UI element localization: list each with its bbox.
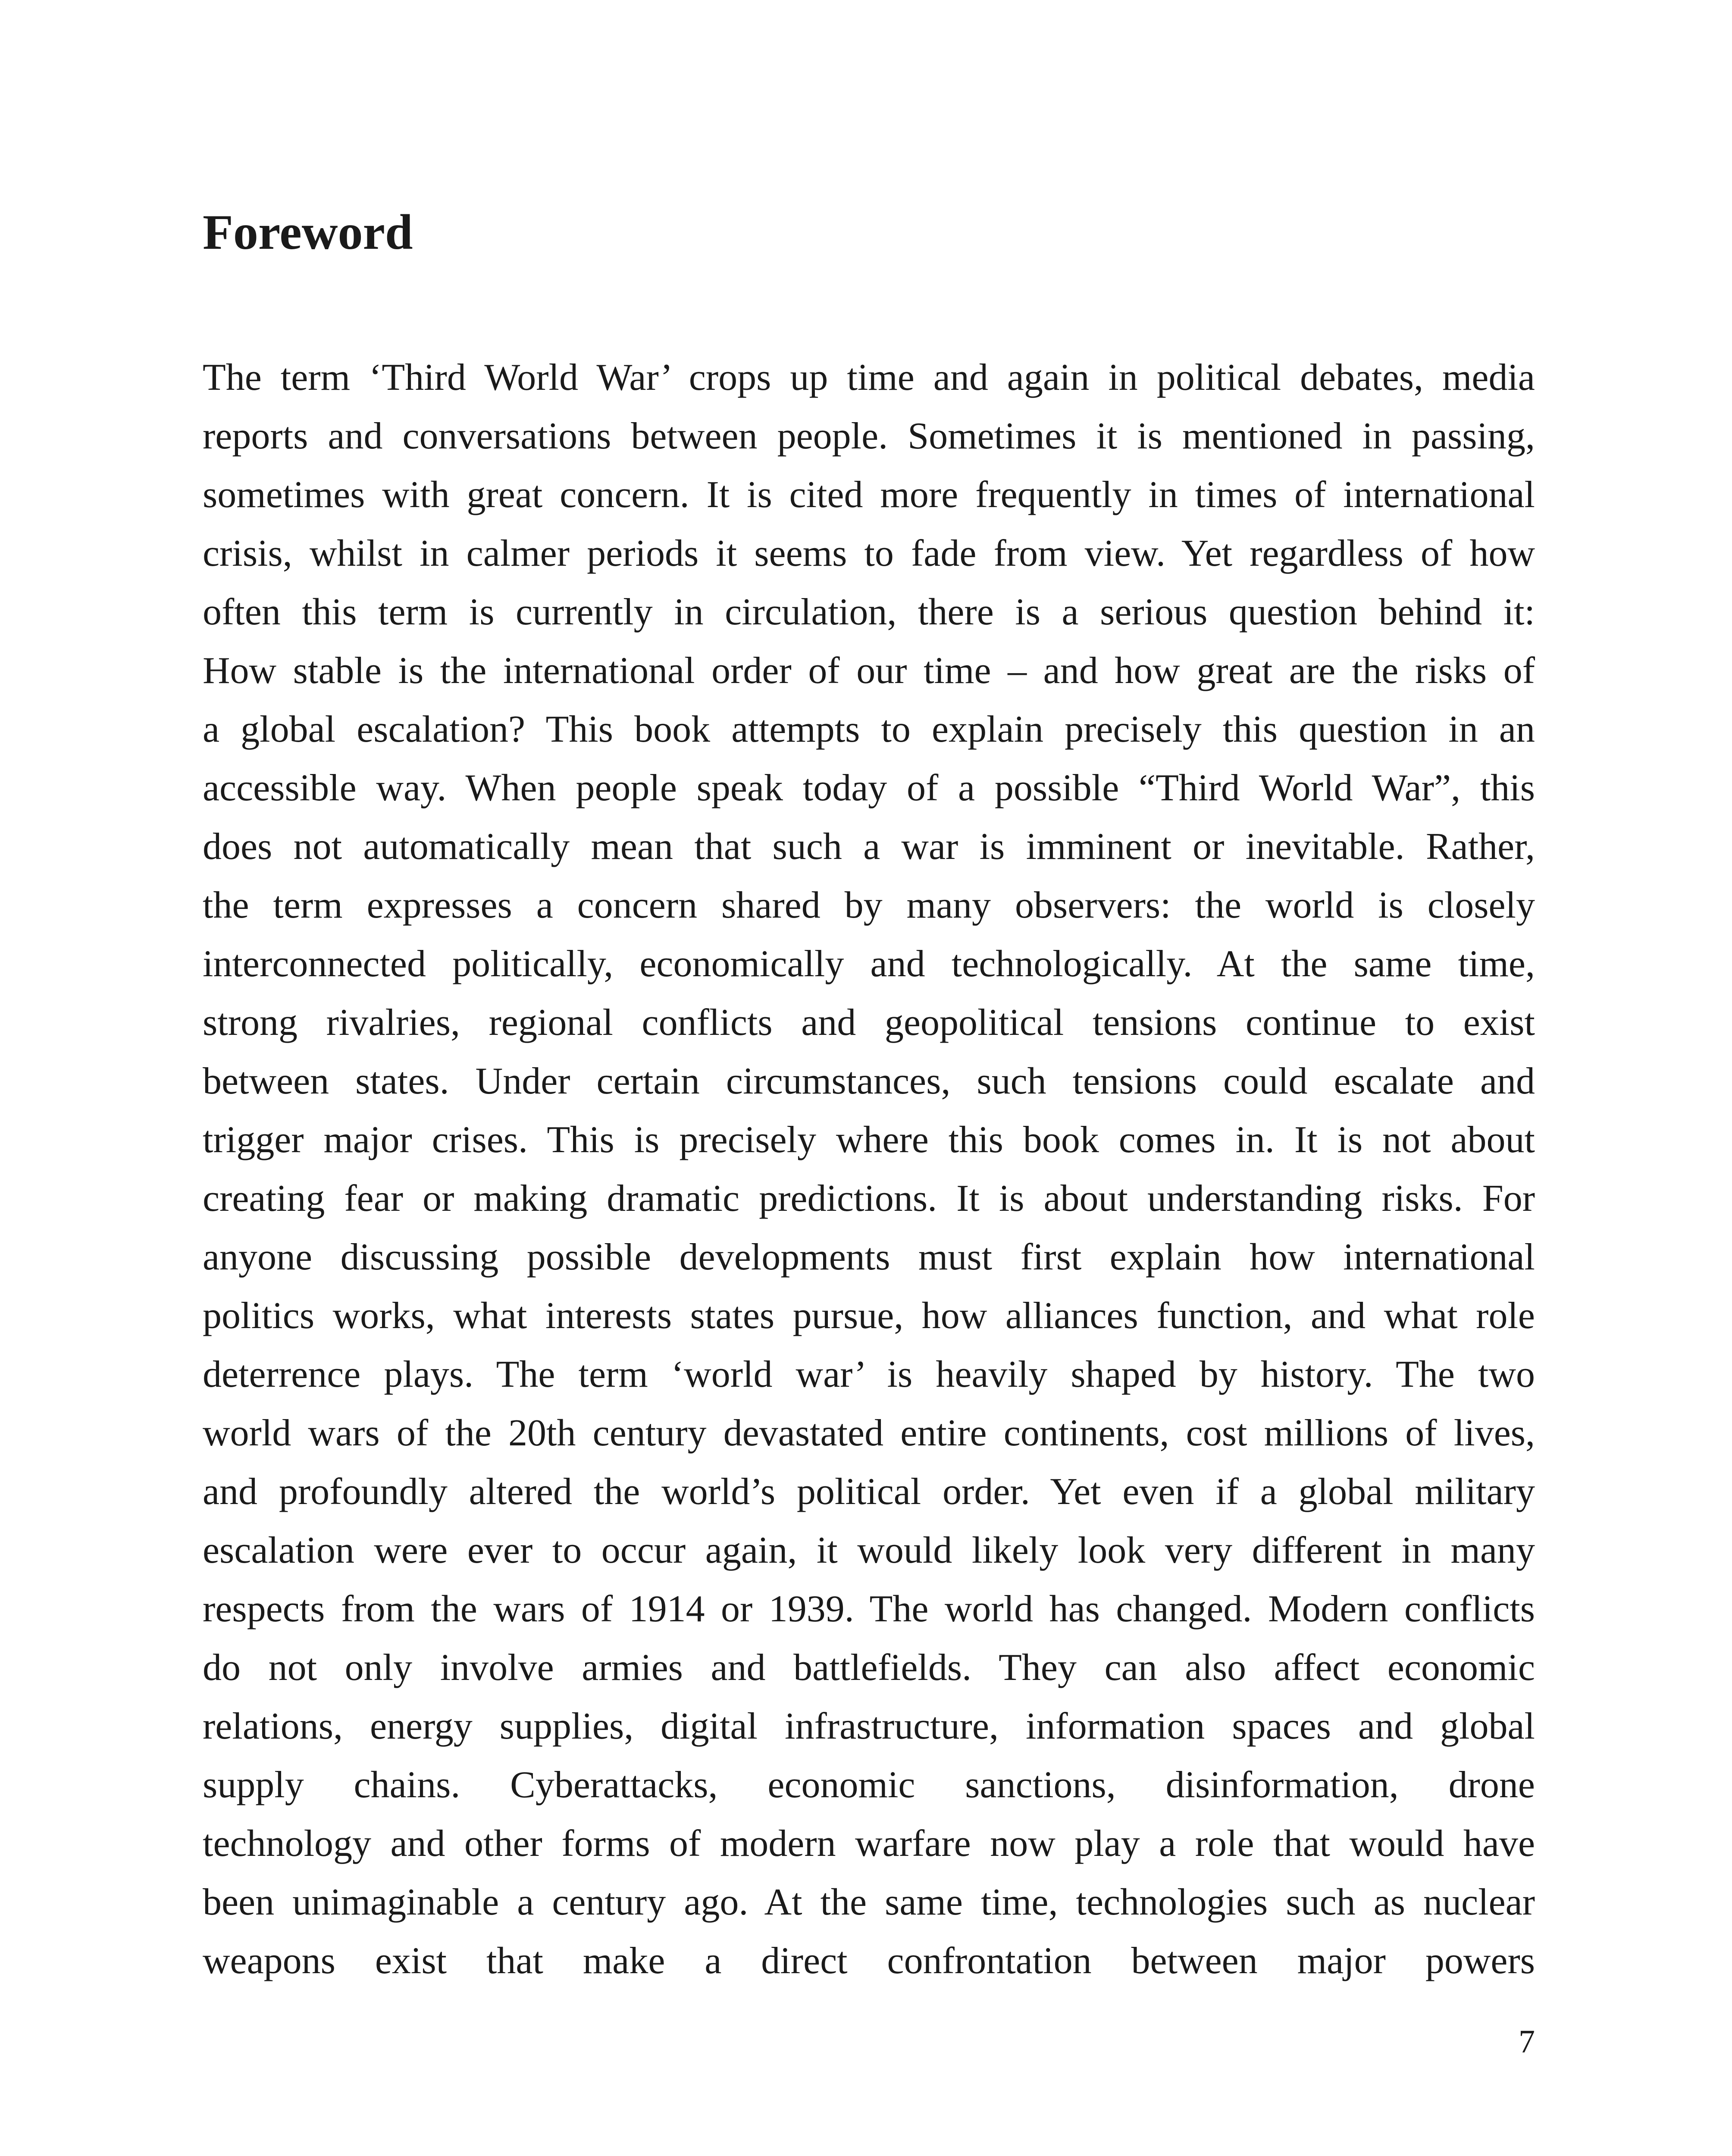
text-line: crisis, whilst in calmer periods it seems to fade from view. Yet regardless of how <box>203 533 1535 574</box>
text-line: strong rivalries, regional conflicts and geopolitical tensions continue to exist <box>203 1002 1535 1044</box>
text-line: creating fear or making dramatic predictions. It is about understanding risks. For <box>203 1178 1535 1219</box>
text-line: accessible way. When people speak today of a possible “Third World War”, this <box>203 767 1535 809</box>
page-number: 7 <box>1519 2024 1535 2060</box>
text-line: and profoundly altered the world’s political order. Yet even if a global military <box>203 1471 1535 1513</box>
text-line: trigger major crises. This is precisely where this book comes in. It is not about <box>203 1119 1535 1161</box>
text-line: sometimes with great concern. It is cited more frequently in times of international <box>203 474 1535 516</box>
text-line: a global escalation? This book attempts to explain precisely this question in an <box>203 708 1535 750</box>
text-line: relations, energy supplies, digital infrastructure, information spaces and global <box>203 1705 1535 1747</box>
text-line: reports and conversations between people. Sometimes it is mentioned in passing, <box>203 415 1535 457</box>
text-line: often this term is currently in circulation, there is a serious question behind it: <box>203 591 1535 633</box>
text-line: politics works, what interests states pursue, how alliances function, and what role <box>203 1295 1535 1337</box>
chapter-heading: Foreword <box>203 205 413 260</box>
foreword-body <box>203 348 1535 1990</box>
text-line: escalation were ever to occur again, it would likely look very different in many <box>203 1529 1535 1571</box>
text-line: between states. Under certain circumstances, such tensions could escalate and <box>203 1060 1535 1102</box>
text-line: anyone discussing possible developments must first explain how international <box>203 1236 1535 1278</box>
text-line: been unimaginable a century ago. At the same time, technologies such as nuclear <box>203 1881 1535 1923</box>
text-line: The term ‘Third World War’ crops up time and again in political debates, media <box>203 357 1535 398</box>
text-line: How stable is the international order of our time – and how great are the risks of <box>203 650 1535 692</box>
text-line: does not automatically mean that such a war is imminent or inevitable. Rather, <box>203 826 1535 868</box>
text-line: technology and other forms of modern warfare now play a role that would have <box>203 1823 1535 1865</box>
text-line: interconnected politically, economically and technologically. At the same time, <box>203 943 1535 985</box>
text-line: supply chains. Cyberattacks, economic sanctions, disinformation, drone <box>203 1764 1535 1806</box>
text-line: the term expresses a concern shared by many observers: the world is closely <box>203 884 1535 926</box>
text-line: do not only involve armies and battlefields. They can also affect economic <box>203 1647 1535 1689</box>
text-line: deterrence plays. The term ‘world war’ is heavily shaped by history. The two <box>203 1354 1535 1395</box>
text-line: respects from the wars of 1914 or 1939. The world has changed. Modern conflicts <box>203 1588 1535 1630</box>
text-line: weapons exist that make a direct confrontation between major powers <box>203 1940 1535 1982</box>
text-line: world wars of the 20th century devastated entire continents, cost millions of lives, <box>203 1412 1535 1454</box>
